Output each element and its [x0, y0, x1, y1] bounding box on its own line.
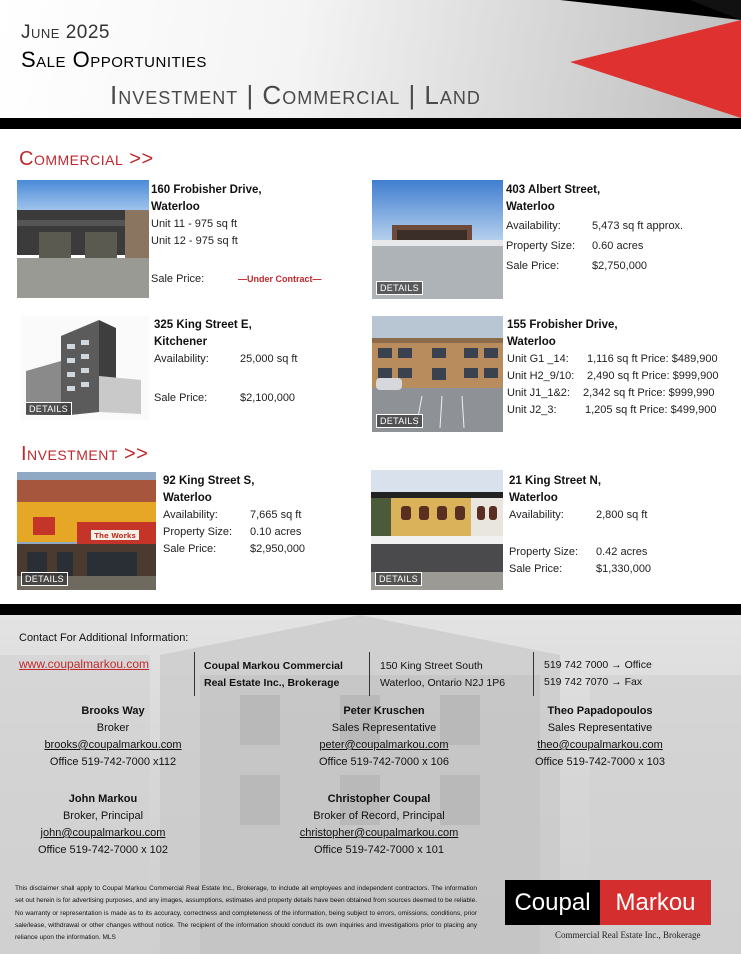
listing-address: 160 Frobisher Drive,: [151, 184, 262, 196]
agent-card-peter: [284, 703, 484, 771]
listing-address: 325 King Street E,: [154, 319, 252, 331]
agent-name: John Markou: [68, 793, 138, 805]
sale-price-value: $2,100,000: [240, 392, 296, 404]
unit-value: 1,205 sq ft Price: $499,900: [585, 404, 717, 416]
unit-12: Unit 12 - 975 sq ft: [151, 235, 238, 247]
agent-name: Peter Kruschen: [343, 705, 425, 717]
unit-label: Unit J1_1&2:: [507, 387, 570, 399]
property-size-label: Property Size:: [509, 546, 579, 558]
agent-name: Brooks Way: [81, 705, 145, 717]
address-line-1: 150 King Street South: [380, 660, 483, 672]
unit-value: 2,490 sq ft Price: $999,900: [587, 370, 719, 382]
sale-price-value: $2,950,000: [250, 543, 306, 555]
listing-403-albert: [506, 182, 736, 276]
logo-coupal: Coupal: [505, 880, 600, 925]
unit-value: 2,342 sq ft Price: $999,990: [583, 387, 715, 399]
details-button[interactable]: DETAILS: [375, 572, 422, 586]
agent-card-brooks: [18, 703, 208, 771]
sale-price-label: Sale Price:: [163, 543, 217, 555]
address-line-2: Waterloo, Ontario N2J 1P6: [380, 677, 506, 689]
divider: [194, 652, 195, 696]
photo-155-frobisher[interactable]: [372, 316, 503, 432]
investment-heading: Investment >>: [21, 443, 149, 465]
listing-address: 403 Albert Street,: [506, 184, 601, 196]
availability-label: Availability:: [163, 509, 218, 521]
logo-markou: Markou: [600, 880, 711, 925]
under-contract-badge: —Under Contract—: [238, 274, 322, 284]
unit-label: Unit J2_3:: [507, 404, 557, 416]
agent-role: Broker of Record, Principal: [313, 810, 445, 822]
listing-address: 21 King Street N,: [509, 475, 602, 487]
availability-label: Availability:: [509, 509, 564, 521]
listing-160-frobisher: [151, 182, 351, 288]
listing-155-frobisher: [507, 317, 739, 419]
company-line-1: Coupal Markou Commercial: [204, 660, 343, 672]
listing-325-king: [154, 317, 354, 407]
agent-office-phone: Office 519-742-7000 x 101: [313, 844, 445, 856]
agent-name: Theo Papadopoulos: [547, 705, 653, 717]
listing-city: Waterloo: [506, 201, 555, 213]
unit-value: 1,116 sq ft Price: $489,900: [587, 353, 718, 365]
agent-name: Christopher Coupal: [327, 793, 431, 805]
details-button[interactable]: DETAILS: [376, 414, 423, 428]
unit-label: Unit H2_9/10:: [507, 370, 575, 382]
agent-office-phone: Office 519-742-7000 x112: [49, 756, 177, 768]
fax-number: 519 742 7070 → Fax: [544, 676, 643, 688]
company-logo: [505, 880, 711, 925]
sale-price-value: $1,330,000: [596, 563, 652, 575]
unit-label: Unit G1 _14:: [507, 353, 569, 365]
footer-divider: [0, 604, 741, 615]
unit-11: Unit 11 - 975 sq ft: [151, 218, 238, 230]
photo-325-king[interactable]: [21, 316, 149, 420]
property-size-value: 0.42 acres: [596, 546, 648, 558]
company-line-2: Real Estate Inc., Brokerage: [204, 677, 340, 689]
listing-21-king: [509, 473, 709, 578]
property-size-value: 0.10 acres: [250, 526, 302, 538]
listing-city: Waterloo: [507, 336, 556, 348]
sale-price-value: $2,750,000: [592, 260, 648, 272]
property-size-label: Property Size:: [163, 526, 233, 538]
listing-92-king: [163, 473, 363, 558]
commercial-heading: Commercial >>: [19, 148, 154, 170]
agent-card-christopher: [274, 791, 484, 859]
agent-office-phone: Office 519-742-7000 x 103: [534, 756, 666, 768]
agent-office-phone: Office 519-742-7000 x 102: [37, 844, 169, 856]
sale-price-label: Sale Price:: [151, 273, 205, 285]
agent-email-link[interactable]: john@coupalmarkou.com: [40, 827, 166, 839]
details-button[interactable]: DETAILS: [376, 281, 423, 295]
details-button[interactable]: DETAILS: [21, 572, 68, 586]
flyer-date: June 2025: [21, 22, 110, 43]
listing-city: Kitchener: [154, 336, 208, 348]
phone-numbers: [544, 657, 652, 691]
company-name: [204, 658, 343, 692]
sale-price-label: Sale Price:: [506, 260, 560, 272]
property-size-label: Property Size:: [506, 240, 576, 252]
listing-city: Waterloo: [151, 201, 200, 213]
availability-value: 5,473 sq ft approx.: [592, 220, 684, 232]
photo-403-albert[interactable]: [372, 180, 503, 299]
header-banner: [0, 0, 741, 118]
agent-email-link[interactable]: christopher@coupalmarkou.com: [299, 827, 459, 839]
sale-price-label: Sale Price:: [154, 392, 208, 404]
photo-21-king[interactable]: [371, 470, 503, 590]
office-phone: 519 742 7000 → Office: [544, 659, 652, 671]
agent-role: Sales Representative: [547, 722, 653, 734]
logo-tagline: Commercial Real Estate Inc., Brokerage: [555, 930, 701, 940]
availability-value: 7,665 sq ft: [250, 509, 302, 521]
sign-the-works: The Works: [94, 532, 136, 540]
agent-email-link[interactable]: peter@coupalmarkou.com: [319, 739, 449, 751]
agent-role: Sales Representative: [331, 722, 437, 734]
agent-email-link[interactable]: brooks@coupalmarkou.com: [44, 739, 182, 751]
divider: [533, 652, 534, 696]
photo-160-frobisher[interactable]: [17, 180, 149, 298]
listing-city: Waterloo: [163, 492, 212, 504]
divider: [369, 652, 370, 696]
sale-price-label: Sale Price:: [509, 563, 563, 575]
website-link[interactable]: www.coupalmarkou.com: [19, 657, 150, 671]
agent-role: Broker, Principal: [62, 810, 144, 822]
flyer-title: Sale Opportunities: [21, 47, 207, 72]
availability-value: 2,800 sq ft: [596, 509, 648, 521]
agent-card-john: [8, 791, 198, 859]
agent-email-link[interactable]: theo@coupalmarkou.com: [537, 739, 663, 751]
property-size-value: 0.60 acres: [592, 240, 644, 252]
agent-card-theo: [500, 703, 700, 771]
listing-city: Waterloo: [509, 492, 558, 504]
photo-92-king[interactable]: [17, 472, 156, 590]
listing-address: 155 Frobisher Drive,: [507, 319, 618, 331]
agent-role: Broker: [96, 722, 130, 734]
header-divider: [0, 118, 741, 129]
agent-office-phone: Office 519-742-7000 x 106: [318, 756, 450, 768]
availability-label: Availability:: [154, 353, 209, 365]
availability-label: Availability:: [506, 220, 561, 232]
office-address: [380, 658, 505, 692]
disclaimer-text: This disclaimer shall apply to Coupal Markou Commercial Real Estate Inc., Brokerage, to include all employees and independent contractors. The information set out herein is for advertising purposes, and any images, assumptions, estimates and property details have been obtained from sources deemed to be reliable. No warranty or representation is made as to its accuracy, correctness and completeness of the information, being subject to errors, omissions, conditions, prior sale/lease, withdrawal or other changes without notice. The recipient of the information should conduct its own inquiries and investigations prior to placing any reliance upon the information. MLS: [15, 885, 477, 942]
contact-heading: Contact For Additional Information:: [19, 632, 189, 644]
listing-address: 92 King Street S,: [163, 475, 255, 487]
flyer-subtitle: Investment | Commercial | Land: [110, 80, 481, 110]
availability-value: 25,000 sq ft: [240, 353, 298, 365]
details-button[interactable]: DETAILS: [25, 402, 72, 416]
